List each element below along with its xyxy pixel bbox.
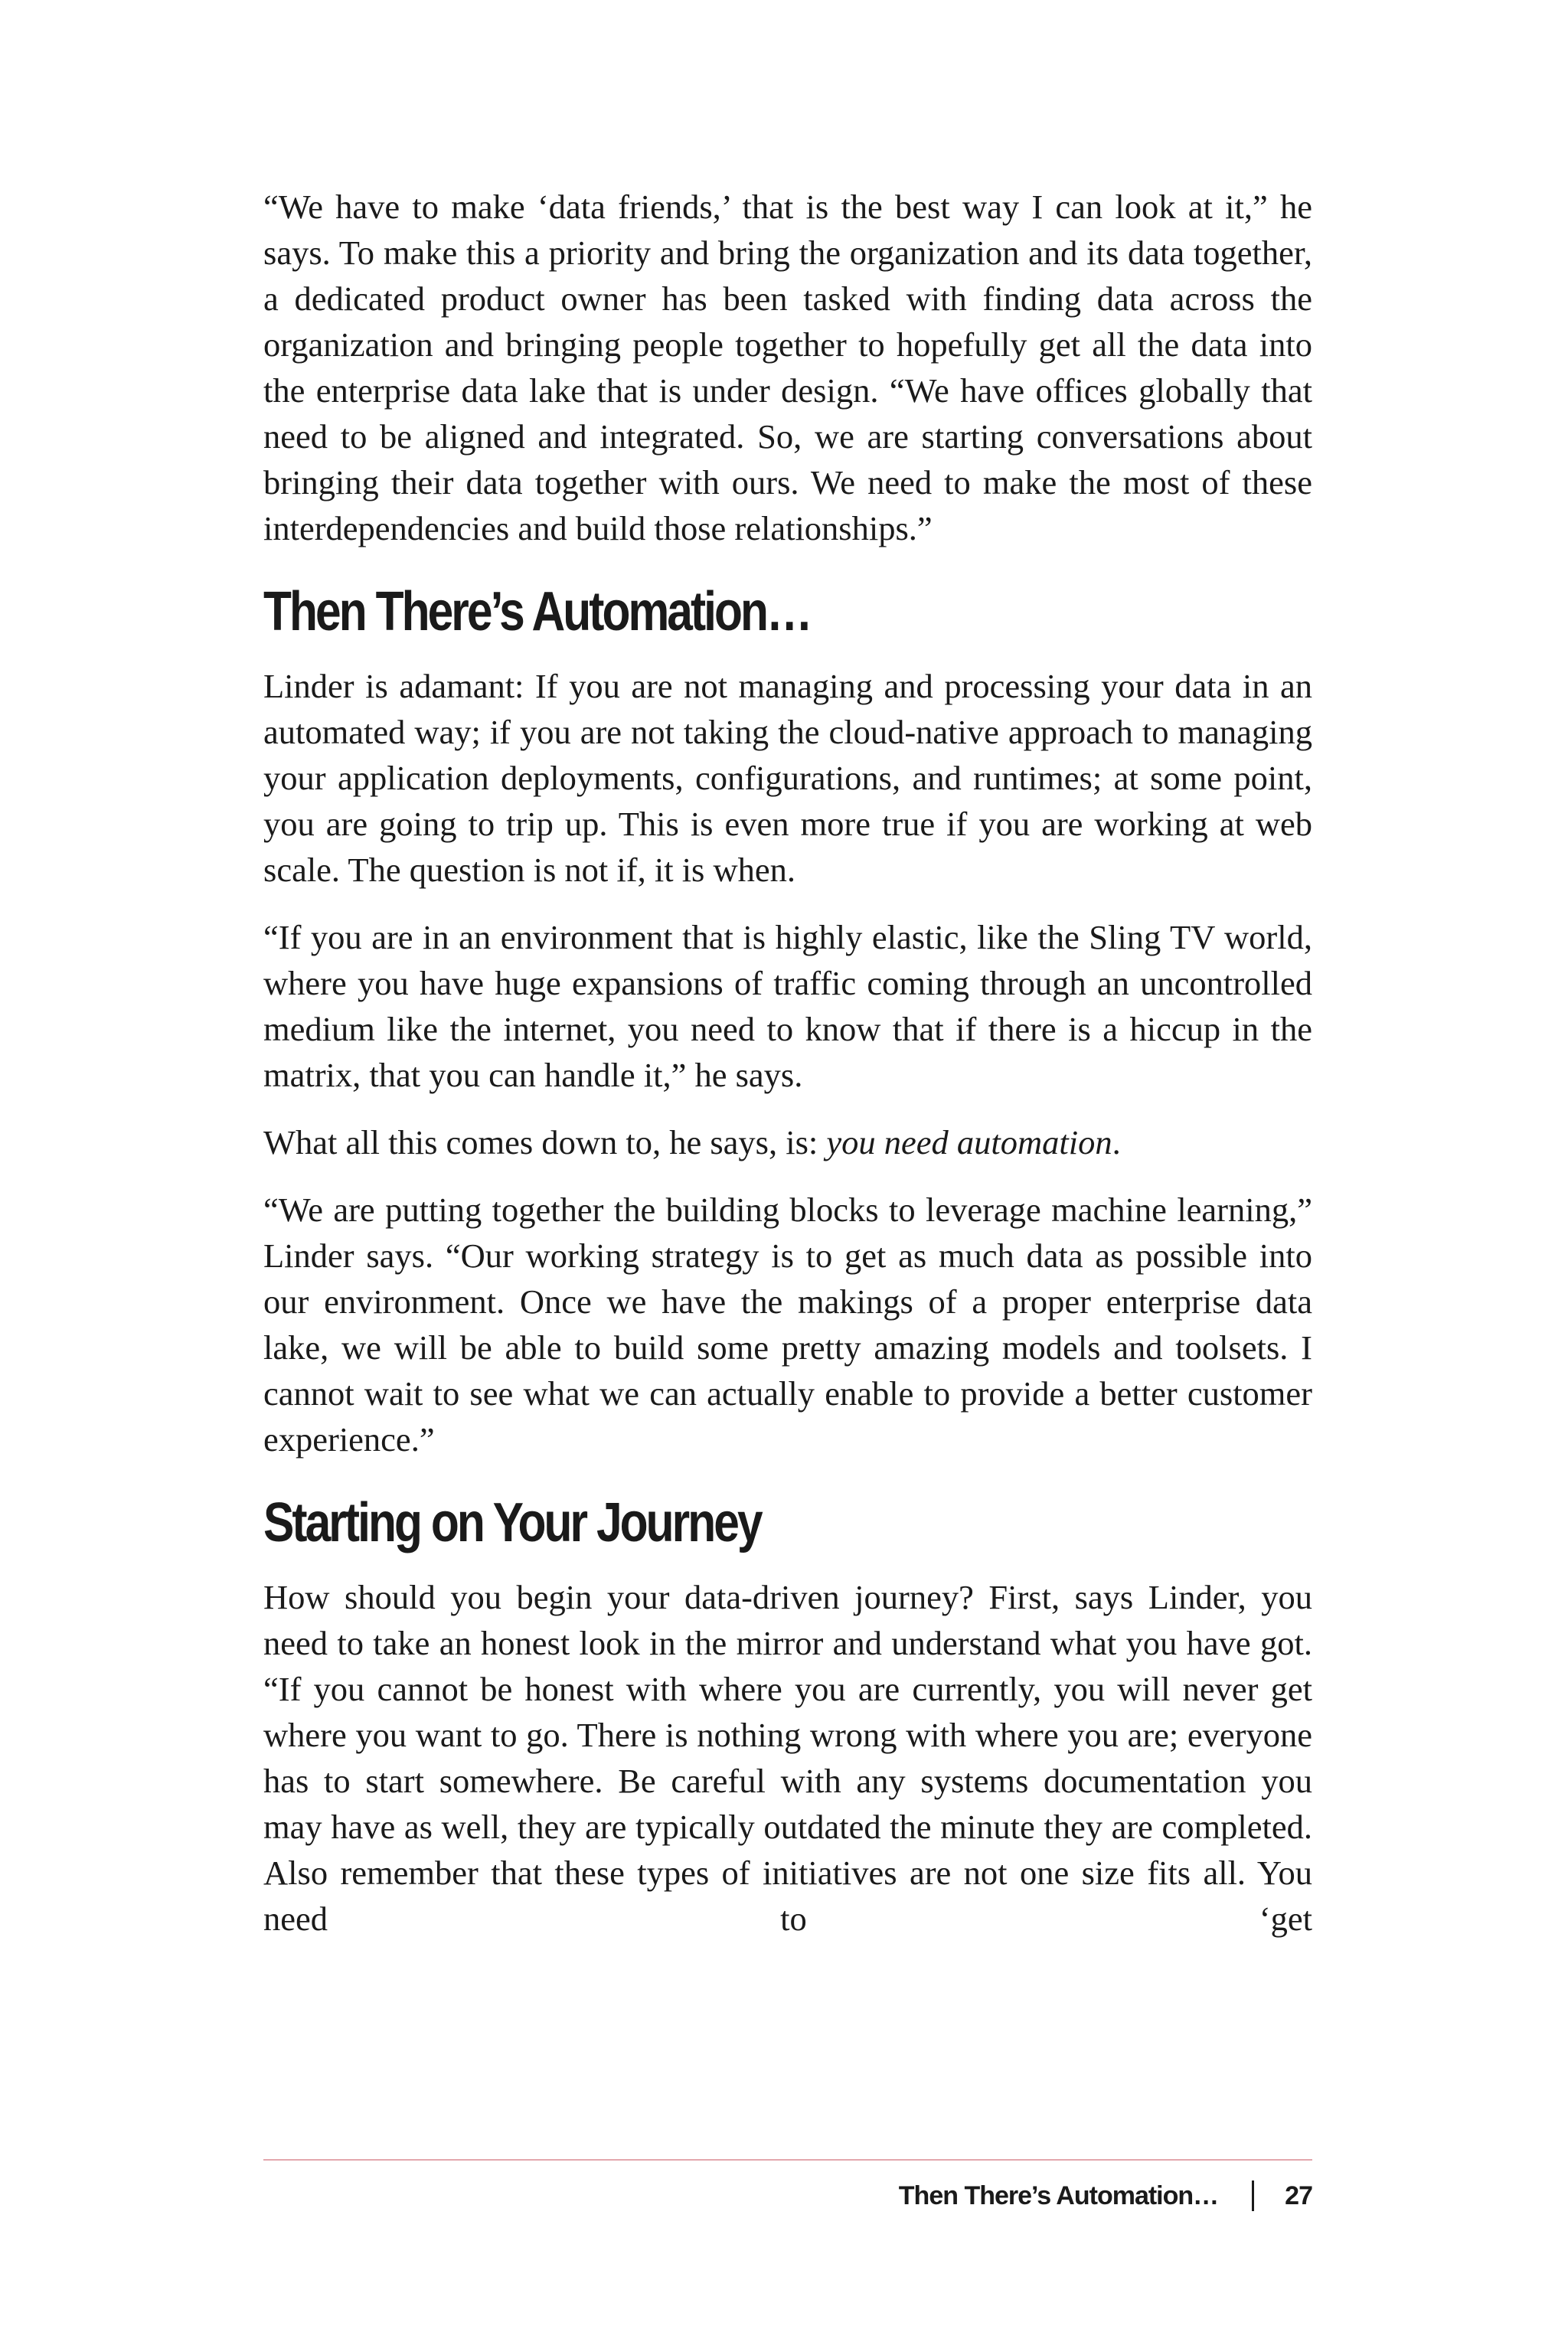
automation-paragraph-1: Linder is adamant: If you are not managing and processing your data in an automated way; if you are not taking the cloud-native approach to managing your application deployments, configurations, and runtimes; at some point, you are going to trip up. This is even more true if you are working at web scale. The question is not if, it is when. — [263, 667, 1312, 889]
footer-separator — [1252, 2180, 1254, 2211]
automation-paragraph-3 — [263, 1119, 1312, 1165]
running-head: Then There’s Automation… — [898, 2181, 1219, 2210]
automation-paragraph-4: “We are putting together the building blocks to leverage machine learning,” Linder says. “Our working strategy is to get as much data as possible into our environment. Once we have the makings of a proper enterprise data lake, we will be able to build some pretty amazing models and toolsets. I cannot wait to see what we can actually enable to provide a better customer experience.” — [263, 1191, 1312, 1459]
section-heading-automation: Then There’s Automation… — [263, 581, 811, 642]
automation-paragraph-3-lead: What all this comes down to, he says, is: — [263, 1123, 827, 1161]
page-number: 27 — [1285, 2181, 1312, 2210]
page-body — [263, 184, 1312, 1963]
journey-paragraph-1: How should you begin your data-driven journey? First, says Linder, you need to take an honest look in the mirror and understand what you have got. “If you cannot be honest with where you are currently, you will never get where you want to go. There is nothing wrong with where you are; everyone has to start somewhere. Be careful with any systems documentation you may have as well, they are typically outdated the minute they are completed. Also remember that these types of initiatives are not one size fits all. You need to ‘get — [263, 1578, 1312, 1938]
page-footer — [899, 2173, 1312, 2219]
automation-paragraph-2: “If you are in an environment that is highly elastic, like the Sling TV world, where you have huge expansions of traffic coming through an uncontrolled medium like the internet, you need to know that if there is a hiccup in the matrix, that you can handle it,” he says. — [263, 918, 1312, 1094]
footer-rule — [263, 2159, 1312, 2161]
automation-paragraph-3-emphasis: you need automation — [826, 1123, 1112, 1161]
section-heading-journey: Starting on Your Journey — [263, 1492, 761, 1553]
automation-paragraph-3-end: . — [1112, 1123, 1121, 1161]
intro-paragraph: “We have to make ‘data friends,’ that is the best way I can look at it,” he says. To make this a priority and bring the organization and its data together, a dedicated product owner has been tasked with finding data across the organization and bringing people together to hopefully get all the data into the enterprise data lake that is under design. “We have offices globally that need to be aligned and integrated. So, we are starting conversations about bringing their data together with ours. We need to make the most of these interdependencies and build those relationships.” — [263, 188, 1312, 547]
